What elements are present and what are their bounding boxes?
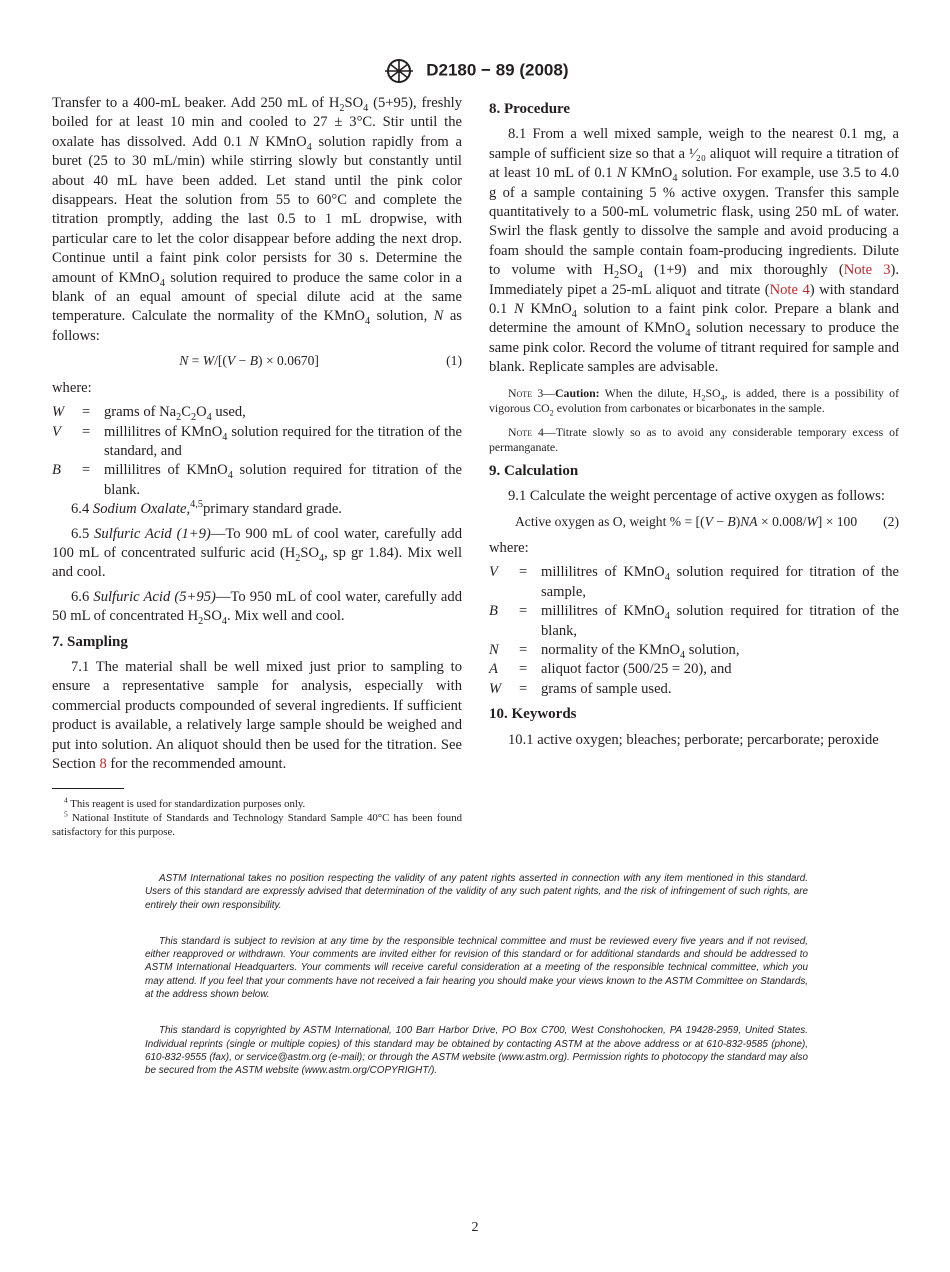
text-run: ) with standard 0.1 — [489, 281, 899, 318]
text-run: solution required for titration of the blank, — [541, 603, 899, 639]
text-run: This reagent is used for standardization purposes only. — [67, 798, 306, 811]
subscript: 2 — [613, 270, 620, 282]
equals-sign: = — [519, 641, 528, 658]
note-label: Note — [508, 385, 533, 400]
text-run: millilitres of KMnO — [541, 603, 665, 620]
paragraph — [52, 94, 462, 346]
variable-symbol: W — [52, 404, 65, 421]
text-run: ] × 100 — [817, 513, 858, 529]
variable-definition — [52, 461, 462, 500]
text-run: C — [181, 404, 191, 421]
text-run: for the recommended amount. — [106, 756, 287, 772]
text-run: aliquot factor (500/25 = 20), and — [541, 661, 732, 678]
page-number: 2 — [471, 1220, 479, 1235]
text-run: 4—Titrate slowly so as to avoid any considerable temporary excess of permanganate. — [489, 424, 899, 455]
superscript: 4,5 — [190, 499, 203, 511]
text-run: O — [196, 404, 207, 421]
text-run: 10. Keywords — [489, 706, 577, 723]
text-run: KMnO — [258, 133, 307, 150]
text-run: , sp gr 1.84). Mix well and cool. — [52, 544, 462, 581]
text-run: − — [235, 353, 250, 369]
paragraph — [489, 731, 899, 750]
equals-sign: = — [519, 564, 528, 581]
subscript: 4 — [664, 572, 670, 584]
variable-description — [541, 602, 899, 641]
equation — [52, 351, 462, 370]
italic-text: W — [806, 513, 818, 529]
text-run: ) — [735, 513, 741, 529]
footnote-divider — [52, 788, 124, 789]
footer-paragraph: This standard is subject to revision at any time by the responsible technical committee and must be reviewed every five years and if not revised, either reapproved or withdrawn. Your comments are invited either for revision of this standard or for additional standards and should be addressed to ASTM International Headquarters. Your comments will receive careful consideration at a meeting of the responsible technical committee, which you may attend. If you feel that your comments have not received a fair hearing you should make your views known to the ASTM Committee on Standards, at the address shown below. — [145, 935, 808, 1001]
variable-description — [541, 641, 899, 660]
italic-text: W — [202, 353, 215, 369]
subscript: 4 — [637, 270, 643, 282]
text-run: millilitres of KMnO — [104, 423, 223, 440]
text-run: SO — [203, 608, 222, 625]
variable-symbol: B — [52, 462, 61, 479]
cross-reference-link[interactable]: 8 — [99, 756, 107, 772]
italic-text: N — [513, 301, 524, 318]
subscript: 4 — [159, 277, 165, 289]
section-heading — [489, 462, 899, 481]
subscript: 2 — [701, 393, 706, 403]
right-column — [489, 94, 899, 755]
cross-reference-link[interactable]: Note 4 — [769, 281, 810, 298]
paragraph — [52, 379, 462, 398]
italic-text: B — [249, 353, 259, 369]
variable-definition — [52, 423, 462, 462]
italic-text: B — [727, 513, 736, 529]
text-run: SO — [705, 385, 721, 400]
text-run: National Institute of Standards and Technology Standard Sample 40°C has been found satisfactory for this purpose. — [52, 812, 462, 839]
text-run: solution required for the titration of the standard, and — [104, 423, 462, 459]
superscript: 5 — [64, 809, 68, 819]
subscript: 2 — [190, 412, 197, 423]
subscript: 2 — [339, 102, 345, 114]
text-run: 6.6 — [71, 588, 94, 605]
astm-logo-icon — [382, 58, 416, 84]
footer-paragraph: ASTM International takes no position respecting the validity of any patent rights asserted in connection with any item mentioned in this standard. Users of this standard are expressly advised that determination of the validity of any such patent rights, and the risk of infringement of such rights, are entirely their own responsibility. — [145, 873, 808, 911]
subscript: 4 — [306, 141, 312, 153]
text-run: − — [712, 513, 728, 529]
text-run: 9.1 Calculate the weight percentage of active oxygen as follows: — [508, 488, 885, 505]
italic-text: Sulfuric Acid (1+9) — [94, 525, 211, 542]
footnote — [52, 797, 462, 811]
text-run: millilitres of KMnO — [541, 564, 665, 581]
equals-sign: = — [519, 661, 528, 678]
text-run: primary standard grade. — [202, 501, 342, 518]
left-column — [52, 94, 462, 839]
section-heading — [52, 633, 462, 652]
section-heading — [489, 705, 899, 724]
subscript: 4 — [685, 328, 691, 340]
subscript: 4 — [672, 173, 678, 185]
text-run: KMnO — [523, 301, 572, 318]
subscript: 2 — [295, 552, 301, 564]
text-run: 6.5 — [71, 525, 95, 542]
text-run: 8.1 From a well mixed sample, weigh to the nearest 0.1 mg, a sample of sufficient size so that a ¹⁄₂₀ aliquot will require a titration of at least 10 mL of 0.1 — [489, 126, 899, 182]
text-run: Active oxygen as O, weight % = [( — [514, 513, 705, 529]
variable-description — [104, 461, 462, 500]
paragraph — [52, 500, 462, 519]
text-run: 9. Calculation — [489, 462, 579, 479]
text-run: —To 900 mL of cool water, carefully add 100 mL of concentrated sulfuric acid (H — [52, 525, 462, 561]
subscript: 4 — [571, 308, 577, 320]
text-run: as follows: — [52, 308, 462, 344]
variable-description — [541, 563, 899, 602]
variable-definition — [489, 563, 899, 602]
text-run: When the dilute, H — [599, 385, 702, 400]
paragraph — [52, 588, 462, 627]
variable-symbol: W — [489, 680, 502, 697]
equation-formula — [52, 351, 446, 370]
italic-text: V — [704, 513, 713, 529]
text-run: 7. Sampling — [52, 633, 128, 650]
equals-sign: = — [82, 423, 91, 440]
italic-text: N — [179, 353, 189, 369]
text-run: 7.1 The material shall be well mixed just prior to sampling to ensure a representative sample for analysis, especially with commercial products compounded of several ingredients. If sufficient product is available, a relatively large sample should be weighed and put into solution. An aliquot should then be used for the titration. See Section — [52, 658, 462, 772]
text-run: solution required for titration of the blank. — [104, 462, 462, 498]
text-run: solution. For example, use 3.5 to 4.0 g of a sample containing 5 % active oxygen. Transfer this sample quantitatively to a 500-mL volumetric flask, using 250 mL of water. Swirl the flask gently to dissolve the sample and avoid producing a foam should the sample contain foam-producing ingredients. Dilute to volume with H — [489, 165, 899, 279]
text-run: /[( — [214, 353, 227, 369]
variable-description — [104, 423, 462, 462]
variable-definition — [489, 660, 899, 679]
text-run: solution required for titration of the sample, — [541, 564, 899, 600]
italic-text: V — [226, 353, 236, 369]
variable-description — [541, 680, 899, 699]
text-run: solution, — [685, 641, 740, 658]
copyright-notice — [145, 872, 808, 1101]
italic-text: NA — [740, 513, 758, 529]
subscript: 4 — [680, 649, 686, 661]
text-run: —To 950 mL of cool water, carefully add 50 mL of concentrated H — [52, 588, 463, 625]
cross-reference-link[interactable]: Note 3 — [843, 262, 891, 279]
subscript: 4 — [664, 611, 670, 623]
text-run: normality of the KMnO — [541, 641, 681, 658]
note — [489, 425, 899, 456]
variable-symbol: N — [489, 641, 499, 658]
paragraph — [489, 539, 899, 558]
note-label: Note — [508, 424, 533, 439]
subscript: 4 — [206, 412, 212, 423]
footer-paragraph: This standard is copyrighted by ASTM International, 100 Barr Harbor Drive, PO Box C700, West Conshohocken, PA 19428-2959, United States. Individual reprints (single or multiple copies) of this standard may be obtained by contacting ASTM at the above address or at 610-832-9585 (phone), 610-832-9555 (fax), or service@astm.org (e-mail); or through the ASTM website (www.astm.org). Permission rights to photocopy the standard may also be secured from the ASTM website (www.astm.org/COPYRIGHT/). — [145, 1025, 808, 1077]
subscript: 4 — [363, 102, 369, 114]
text-run: 8. Procedure — [489, 101, 571, 117]
text-run: grams of sample used. — [541, 680, 672, 697]
variable-definition — [489, 602, 899, 641]
variable-symbol: B — [489, 603, 498, 620]
text-run: (1+9) and mix thoroughly ( — [642, 262, 844, 279]
equation — [489, 512, 899, 531]
equals-sign: = — [519, 680, 528, 697]
text-run: solution to a faint pink color. Prepare a blank and determine the amount of KMnO — [489, 301, 900, 337]
text-run: ) × 0.0670] — [258, 353, 319, 369]
italic-text: N — [248, 133, 259, 150]
text-run: (5+95), freshly boiled for at least 10 min and cooled to 27 ± 3°C. Stir until the oxalate has dissolved. Add 0.1 — [52, 95, 462, 150]
variable-description — [104, 403, 462, 422]
document-title: D2180 − 89 (2008) — [426, 60, 569, 80]
paragraph — [489, 487, 899, 506]
subscript: 2 — [549, 408, 554, 418]
page-header — [0, 58, 950, 84]
text-run: millilitres of KMnO — [104, 462, 228, 479]
subscript: 4 — [222, 431, 228, 443]
text-run: = — [188, 353, 203, 369]
text-run: ). Immediately pipet a 25-mL aliquot and titrate ( — [489, 262, 900, 298]
text-run: . Mix well and cool. — [227, 608, 345, 625]
equals-sign: = — [82, 462, 91, 479]
variable-symbol: V — [489, 564, 498, 581]
subscript: 4 — [364, 316, 371, 328]
variable-definition — [52, 403, 462, 422]
italic-text: Sodium Oxalate, — [92, 501, 191, 518]
text-run: grams of Na — [104, 404, 177, 421]
equals-sign: = — [82, 404, 91, 421]
text-run: evolution from carbonates or bicarbonates in the sample. — [553, 401, 825, 416]
text-run: SO — [300, 544, 320, 561]
subscript: 2 — [198, 616, 204, 628]
text-run: 3— — [532, 385, 556, 400]
italic-text: N — [433, 308, 444, 325]
superscript: 4 — [64, 795, 68, 805]
bold-text: Caution: — [555, 385, 600, 400]
variable-definition — [489, 680, 899, 699]
text-run: where: — [489, 539, 529, 556]
subscript: 2 — [176, 412, 182, 423]
variable-symbol: A — [489, 661, 498, 678]
text-run: Transfer to a 400-mL beaker. Add 250 mL of H — [52, 95, 340, 111]
subscript: 4 — [221, 616, 228, 628]
text-run: where: — [52, 379, 92, 396]
paragraph — [52, 658, 462, 774]
equation-number: (2) — [883, 513, 899, 529]
text-run: × 0.008/ — [757, 513, 807, 529]
text-run: 10.1 active oxygen; bleaches; perborate; percarborate; peroxide — [508, 731, 879, 748]
subscript: 4 — [720, 393, 725, 403]
equals-sign: = — [519, 603, 528, 620]
text-run: solution necessary to produce the same pink color. Record the volume of titrant required for sample and blank. Replicate samples are advisable. — [489, 320, 899, 376]
text-run: SO — [344, 95, 364, 111]
variable-description — [541, 660, 899, 679]
text-run: solution required to produce the same color in a blank of an equal amount of special dilute acid at the same temperature. Calculate the normality of the KMnO — [52, 269, 462, 325]
text-run: , is added, there is a possibility of vigorous CO — [489, 385, 900, 416]
subscript: 4 — [319, 552, 325, 564]
equation-number: (1) — [446, 353, 462, 369]
text-run: SO — [619, 262, 638, 279]
note — [489, 386, 899, 417]
text-run: KMnO — [626, 165, 673, 182]
text-run: 6.4 — [71, 501, 93, 518]
paragraph — [52, 525, 462, 583]
paragraph — [489, 125, 899, 377]
italic-text: N — [616, 165, 627, 182]
text-run: solution, — [370, 308, 434, 325]
variable-definition — [489, 641, 899, 660]
italic-text: Sulfuric Acid (5+95) — [93, 588, 216, 605]
text-run: used, — [211, 404, 246, 421]
variable-symbol: V — [52, 423, 61, 440]
footnote — [52, 811, 462, 839]
text-run: solution rapidly from a buret (25 to 30 mL/min) while stirring slowly but constantly until about 40 mL have been added. Let stand until the pink color disappears. Heat the solution from 55 to 60°C and complete the titration promptly, adding the last 0.5 to 1 mL dropwise, with particular care to let the color disappear before adding the next drop. Continue until a faint pink color persists for 30 s. Determine the amount of KMnO — [52, 133, 463, 286]
section-heading — [489, 100, 899, 119]
equation-formula — [489, 512, 883, 531]
subscript: 4 — [227, 470, 233, 482]
